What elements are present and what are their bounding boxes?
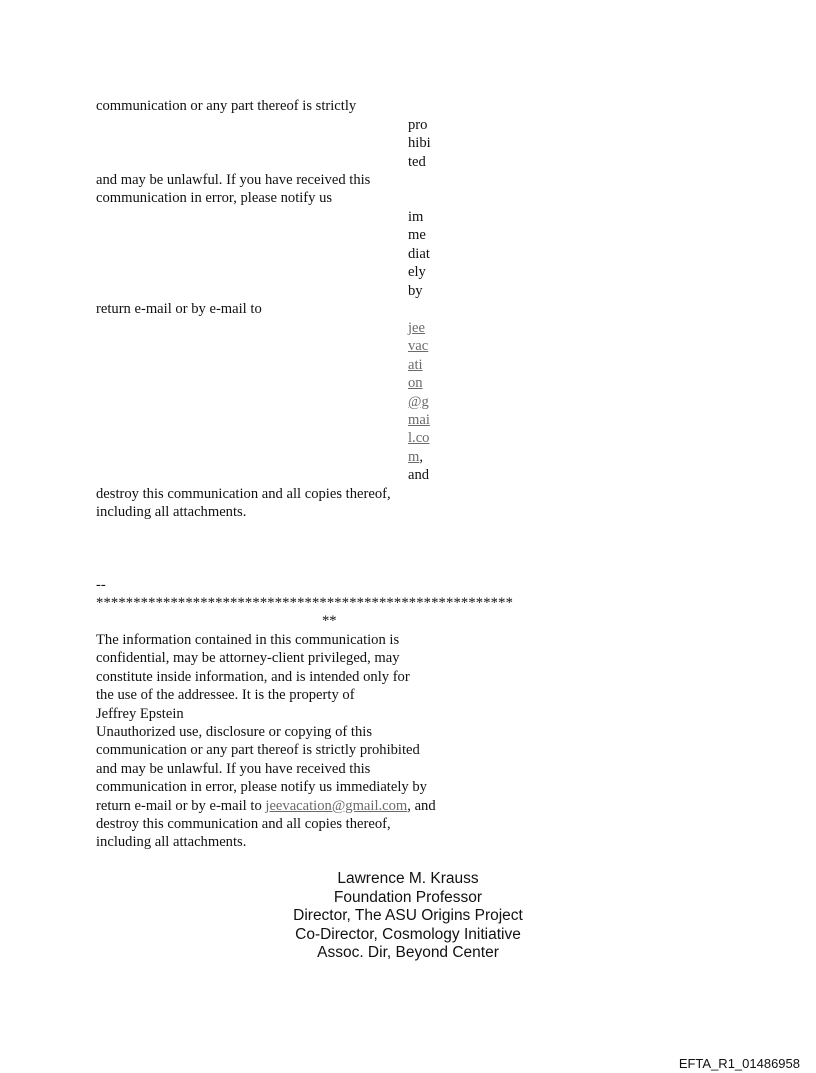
notice-line: including all attachments. bbox=[96, 834, 247, 851]
signature-title: Foundation Professor bbox=[333, 888, 483, 906]
notice-line-return: return e-mail or by e-mail to bbox=[96, 301, 262, 317]
word-fragment: im bbox=[408, 209, 424, 225]
email-last-row bbox=[408, 448, 430, 466]
notice-line-strictly: communication or any part thereof is strictly bbox=[96, 98, 357, 114]
notice-line: confidential, may be attorney-client privileged, may bbox=[96, 650, 400, 667]
notice-line: constitute inside information, and is intended only for bbox=[96, 668, 410, 685]
notice-line-destroy: destroy this communication and all copies thereof, bbox=[96, 486, 391, 502]
notice-column-immediately bbox=[408, 208, 430, 300]
email-link-fragment[interactable]: mai bbox=[408, 412, 430, 429]
notice-line: The information contained in this communication is bbox=[96, 632, 400, 648]
notice-line: the use of the addressee. It is the property of bbox=[96, 687, 355, 704]
word-fragment: pro bbox=[408, 117, 428, 133]
email-prefix: return e-mail or by e-mail to bbox=[96, 797, 266, 814]
signature-name: Lawrence M. Krauss bbox=[337, 870, 479, 887]
signature-block bbox=[0, 870, 816, 963]
word-and: and bbox=[408, 467, 430, 484]
notice-line-error: communication in error, please notify us bbox=[96, 190, 333, 206]
notice-line: communication in error, please notify us immediately by bbox=[96, 779, 427, 796]
email-link-fragment[interactable]: ati bbox=[408, 356, 423, 373]
notice-line-email bbox=[96, 797, 436, 815]
notice-line-attachments: including all attachments. bbox=[96, 504, 247, 520]
email-link-fragment[interactable]: vac bbox=[408, 338, 429, 355]
signature-role: Director, The ASU Origins Project bbox=[293, 907, 523, 925]
email-link[interactable]: jeevacation@gmail.com bbox=[265, 797, 408, 814]
word-fragment: diat bbox=[408, 245, 430, 262]
email-link-fragment[interactable]: jee bbox=[408, 320, 426, 336]
word-fragment: ted bbox=[408, 153, 426, 170]
signature-role: Co-Director, Cosmology Initiative bbox=[295, 925, 521, 943]
notice-line-unlawful: and may be unlawful. If you have received this bbox=[96, 172, 371, 188]
separator-stars-tail: ** bbox=[322, 613, 337, 629]
notice-line: and may be unlawful. If you have received this bbox=[96, 760, 371, 777]
comma: , bbox=[419, 448, 424, 465]
lower-notice bbox=[96, 631, 436, 852]
word-fragment: ely bbox=[408, 264, 426, 281]
email-link-fragment[interactable]: m bbox=[408, 448, 420, 465]
notice-column-prohibited bbox=[408, 116, 431, 171]
notice-line: Jeffrey Epstein bbox=[96, 705, 184, 722]
word-fragment: me bbox=[408, 227, 426, 244]
signature-role: Assoc. Dir, Beyond Center bbox=[317, 944, 499, 962]
email-link-fragment[interactable]: l.co bbox=[408, 430, 430, 447]
notice-line: Unauthorized use, disclosure or copying of this bbox=[96, 724, 373, 741]
email-suffix: , and bbox=[407, 797, 436, 814]
notice-line: communication or any part thereof is strictly prohibited bbox=[96, 742, 420, 759]
word-fragment: by bbox=[408, 282, 423, 299]
separator-stars: ******************************************************** bbox=[96, 595, 514, 611]
notice-line: destroy this communication and all copies thereof, bbox=[96, 816, 391, 833]
notice-column-email[interactable] bbox=[408, 319, 430, 485]
document-id: EFTA_R1_01486958 bbox=[678, 1056, 800, 1071]
word-fragment: hibi bbox=[408, 135, 431, 152]
separator-dashes: -- bbox=[96, 577, 106, 593]
email-link-fragment[interactable]: on bbox=[408, 375, 423, 392]
email-link-fragment[interactable]: @g bbox=[408, 393, 429, 410]
